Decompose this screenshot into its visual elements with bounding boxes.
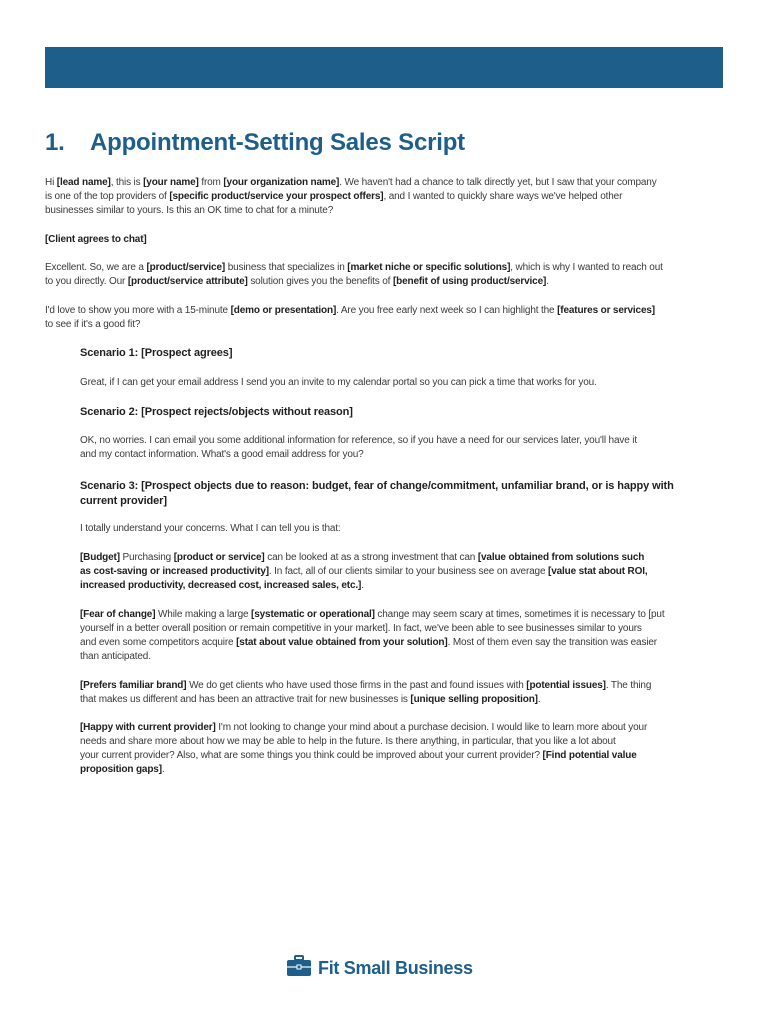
text-line: needs and share more about how we may be able to help in the future. Is there anything, in particular, that you like a lot about (80, 736, 616, 747)
placeholder-field: [benefit of using product/service] (392, 276, 547, 287)
placeholder-field: [your organization name] (223, 177, 340, 188)
placeholder-field: [potential issues] (526, 680, 606, 691)
text-line (45, 233, 147, 247)
briefcase-icon (286, 955, 312, 982)
budget-paragraph (80, 551, 648, 593)
text-line: that makes us different and has been an attractive trait for new businesses is [unique selling proposition]. (80, 694, 541, 705)
text-line: and my contact information. What's a good email address for you? (80, 449, 364, 460)
text-line: I'd love to show you more with a 15-minute [demo or presentation]. Are you free early next week so I can highlight the [features or services] (45, 305, 655, 316)
scenario-2-text (80, 434, 637, 462)
placeholder-field: [specific product/service your prospect offers] (169, 191, 384, 202)
text-line: [Fear of change] While making a large [systematic or operational] change may seem scary at times, sometimes it is necessary to [put (80, 609, 665, 620)
text-line: Excellent. So, we are a [product/service] business that specializes in [market niche or specific solutions], which is why I wanted to reach out (45, 262, 663, 273)
text-line: Great, if I can get your email address I send you an invite to my calendar portal so you can pick a time that works for you. (80, 377, 597, 388)
placeholder-field: [value stat about ROI, (548, 566, 648, 577)
placeholder-field: [Find potential value (542, 750, 637, 761)
text-line: yourself in a better overall position or remain competitive in your market]. In fact, we've been able to see businesses similar to yours (80, 623, 642, 634)
page-title (45, 129, 465, 157)
text-line: [Budget] Purchasing [product or service] can be looked at as a strong investment that can [value obtained from solutions such (80, 552, 645, 563)
text-line: [Prefers familiar brand] We do get clients who have used those firms in the past and found issues with [potential issues]. The thing (80, 680, 652, 691)
text-line: to see if it's a good fit? (45, 319, 141, 330)
text-line: businesses similar to yours. Is this an OK time to chat for a minute? (45, 205, 334, 216)
placeholder-field: [lead name] (56, 177, 111, 188)
client-agrees-note (45, 233, 147, 247)
placeholder-field: [product/service attribute] (127, 276, 248, 287)
placeholder-field: [systematic or operational] (251, 609, 375, 620)
text-line: I totally understand your concerns. What I can tell you is that: (80, 523, 341, 534)
scenario-1-title: Scenario 1: [Prospect agrees] (80, 347, 233, 359)
placeholder-field: as cost-saving or increased productivity] (80, 566, 269, 577)
text-line: and even some competitors acquire [stat about value obtained from your solution]. Most of them even say the transition was easier (80, 637, 657, 648)
placeholder-field: [Budget] (80, 552, 120, 563)
text-line: your current provider? Also, what are some things you think could be improved about your current provider? [Find potential value (80, 750, 637, 761)
brand-name: Fit Small Business (318, 957, 473, 978)
heading-number: 1. (45, 129, 65, 156)
scenario-3-title-line-1: Scenario 3: [Prospect objects due to reason: budget, fear of change/commitment, unfamiliar brand, or is happy with (80, 480, 674, 492)
fear-paragraph (80, 608, 664, 664)
placeholder-field: [Prefers familiar brand] (80, 680, 187, 691)
text-line: as cost-saving or increased productivity]. In fact, all of our clients similar to your business see on average [value stat about ROI, (80, 566, 648, 577)
demo-paragraph (45, 304, 655, 332)
placeholder-field: [stat about value obtained from your solution] (236, 637, 448, 648)
placeholder-field: [product/service] (146, 262, 226, 273)
text-line: is one of the top providers of [specific product/service your prospect offers], and I wanted to quickly share ways we've helped other (45, 191, 623, 202)
placeholder-field: proposition gaps] (80, 764, 162, 775)
placeholder-field: [value obtained from solutions such (477, 552, 645, 563)
text-line: proposition gaps]. (80, 764, 165, 775)
scenario-3-title (80, 479, 674, 509)
excellent-paragraph (45, 261, 663, 289)
placeholder-field: [unique selling proposition] (410, 694, 538, 705)
text-line: OK, no worries. I can email you some additional information for reference, so if you have a need for our services later, you'll have it (80, 435, 637, 446)
placeholder-field: [Client agrees to chat] (45, 234, 147, 245)
header-bar (45, 47, 723, 88)
placeholder-field: [features or services] (557, 305, 655, 316)
familiar-brand-paragraph (80, 679, 651, 707)
text-line: Hi [lead name], this is [your name] from [your organization name]. We haven't had a chance to talk directly yet, but I saw that your company (45, 177, 657, 188)
heading-title: Appointment-Setting Sales Script (90, 129, 465, 156)
placeholder-field: [Happy with current provider] (80, 722, 216, 733)
scenario-3-title-line-2: current provider] (80, 495, 167, 507)
text-line: to you directly. Our [product/service attribute] solution gives you the benefits of [benefit of using product/service]. (45, 276, 549, 287)
understand-line (80, 522, 341, 536)
footer-logo (286, 955, 473, 981)
scenario-1-text (80, 376, 597, 390)
text-line: [Happy with current provider] I'm not looking to change your mind about a purchase decision. I would like to learn more about your (80, 722, 648, 733)
text-line: increased productivity, decreased cost, increased sales, etc.]. (80, 580, 364, 591)
text-line: than anticipated. (80, 651, 151, 662)
placeholder-field: [market niche or specific solutions] (347, 262, 511, 273)
placeholder-field: [demo or presentation] (230, 305, 337, 316)
placeholder-field: [your name] (143, 177, 199, 188)
placeholder-field: [product or service] (173, 552, 265, 563)
intro-paragraph (45, 176, 657, 218)
happy-provider-paragraph (80, 721, 647, 777)
scenario-2-title: Scenario 2: [Prospect rejects/objects without reason] (80, 406, 353, 418)
placeholder-field: increased productivity, decreased cost, increased sales, etc.] (80, 580, 362, 591)
placeholder-field: [Fear of change] (80, 609, 156, 620)
